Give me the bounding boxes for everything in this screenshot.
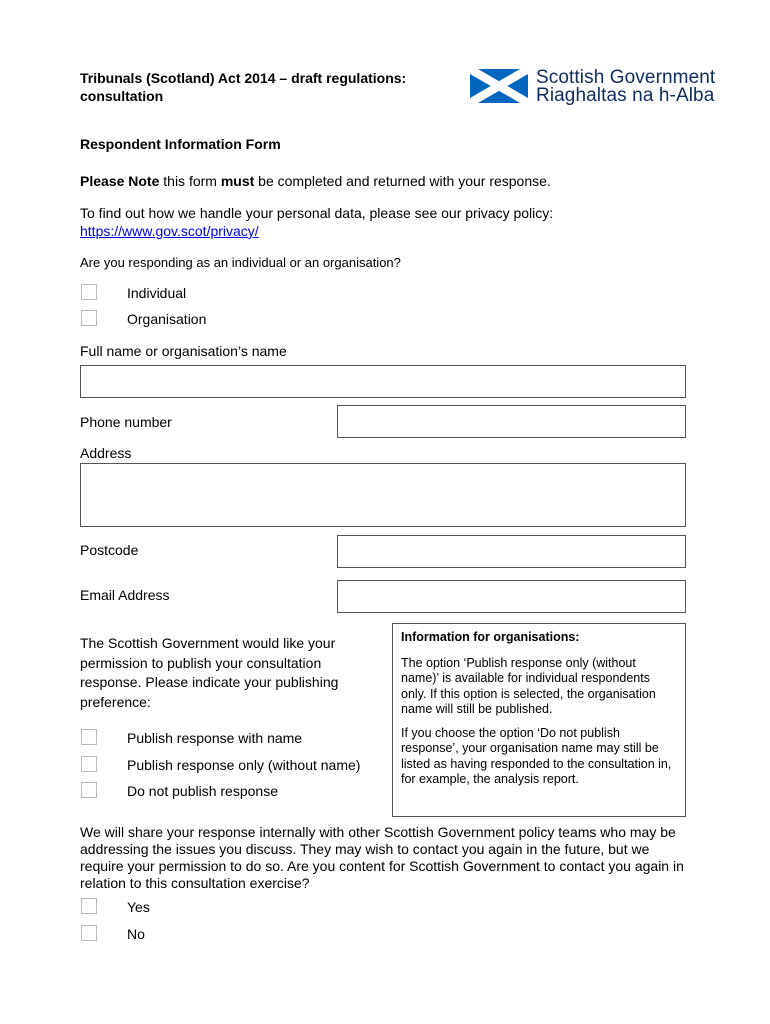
name-field[interactable]: [80, 365, 686, 398]
postcode-label: Postcode: [80, 542, 139, 558]
individual-label: Individual: [127, 285, 187, 301]
info-paragraph-2: If you choose the option ‘Do not publish response’, your organisation name may still be listed as having responded to the consultation in, for example, the analysis report.: [401, 725, 672, 786]
contact-yes-label: Yes: [127, 899, 150, 915]
organisation-label: Organisation: [127, 311, 207, 327]
publish-without-name-checkbox[interactable]: [81, 756, 97, 772]
logo-text-gaelic: Riaghaltas na h-Alba: [536, 85, 715, 106]
organisation-checkbox[interactable]: [81, 310, 97, 326]
do-not-publish-checkbox[interactable]: [81, 782, 97, 798]
individual-checkbox[interactable]: [81, 284, 97, 300]
share-permission-text: We will share your response internally with other Scottish Government policy teams who may be addressing the issues you discuss. They may wish to contact you again in the future, but we require your permission to do so. Are you content for Scottish Government to contact you again in relation to this consultation exercise?: [80, 824, 684, 891]
phone-field[interactable]: [337, 405, 686, 438]
name-label: Full name or organisation’s name: [80, 343, 287, 359]
contact-no-checkbox[interactable]: [81, 925, 97, 941]
organisation-info-box: [392, 623, 686, 817]
publish-with-name-label: Publish response with name: [127, 730, 303, 746]
do-not-publish-label: Do not publish response: [127, 783, 278, 799]
publish-without-name-label: Publish response only (without name): [127, 757, 361, 773]
contact-no-label: No: [127, 926, 145, 942]
info-paragraph-1: The option ‘Publish response only (without name)’ is available for individual respondents only. If this option is selected, the organisation name will still be published.: [401, 655, 656, 716]
address-label: Address: [80, 445, 132, 461]
privacy-policy-link[interactable]: https://www.gov.scot/privacy/: [80, 223, 259, 239]
scottish-government-logo: [470, 69, 740, 105]
logo-text-english: Scottish Government: [536, 67, 716, 88]
info-heading: Information for organisations:: [401, 630, 580, 644]
form-heading: Respondent Information Form: [80, 136, 281, 152]
publish-with-name-checkbox[interactable]: [81, 729, 97, 745]
email-field[interactable]: [337, 580, 686, 613]
please-note: Please Note this form must be completed and returned with your response.: [80, 173, 551, 189]
privacy-notice: To find out how we handle your personal data, please see our privacy policy: https://www.gov.scot/privacy/: [80, 205, 554, 239]
address-field[interactable]: [80, 463, 686, 527]
email-label: Email Address: [80, 587, 170, 603]
respond-question: Are you responding as an individual or an organisation?: [80, 255, 401, 270]
phone-label: Phone number: [80, 414, 172, 430]
publish-intro: The Scottish Government would like your permission to publish your consultation response. Please indicate your publishing preference:: [80, 635, 339, 710]
saltire-flag-icon: [470, 69, 528, 103]
document-title: Tribunals (Scotland) Act 2014 – draft regulations: consultation: [80, 70, 407, 104]
postcode-field[interactable]: [337, 535, 686, 568]
contact-yes-checkbox[interactable]: [81, 898, 97, 914]
